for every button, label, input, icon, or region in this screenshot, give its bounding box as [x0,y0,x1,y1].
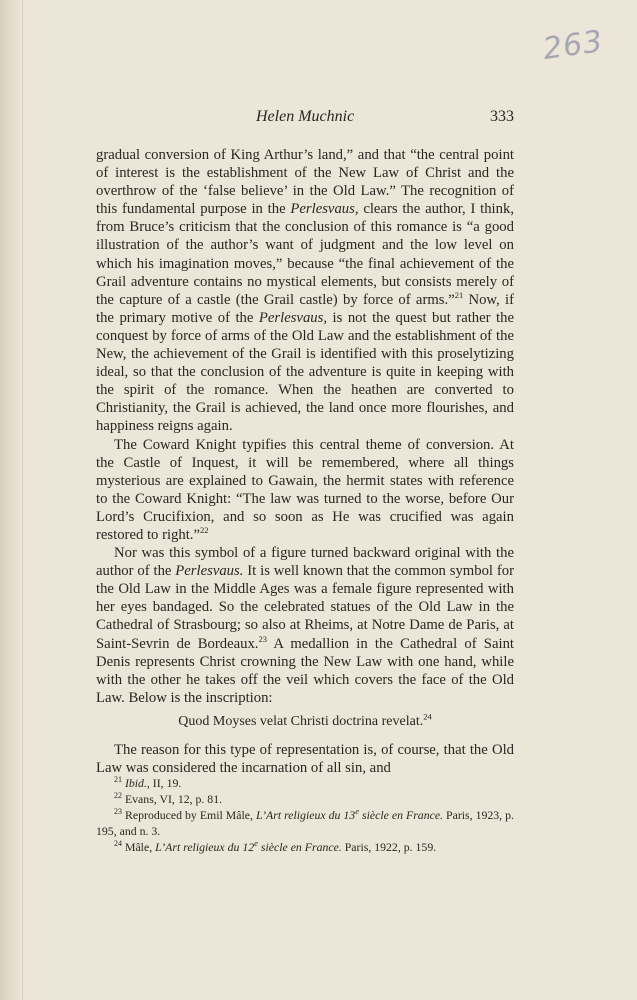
footnote-21 [96,775,514,791]
footnote-note-ref: e [254,838,258,849]
paragraph-italic-text: Perlesvaus, [290,201,359,218]
footnote-text: Mâle, [124,840,156,854]
footnote-note-ref: e [355,806,359,817]
paragraph-text: It is well known that the common symbol for the Old Law in the Middle Ages was a female figure represented with her eyes bandaged. So the celebrated statues of the Old Law in the Cathedral of Strasbourg; so also at Rheims, at Notre Dame de Paris, at Saint-Sevrin de Bordeaux. [96,563,514,652]
paragraph-text: A medallion in the Cathedral of Saint Denis represents Christ crowning the New Law with one hand, while with the other he takes off the veil which covers the face of the Old Law. Below is the inscription: [96,635,514,706]
footnote-text: Reproduced by Emil Mâle, [125,808,256,822]
footnote-number: 24 [114,839,122,849]
paragraph-3 [96,544,514,707]
footnotes [96,775,514,855]
closing-paragraph: The reason for this type of representation is, of course, that the Old Law was considered the incarnation of all sin, and [96,742,514,777]
paragraph-text: gradual conversion of King Arthur’s land,” and that “the central point of interest is the establishment of the New Law of Christ and the overthrow of the ‘false believe’ in the Old Law.” The recognition of this fundamental purpose in the [96,147,514,218]
paragraph-text: clears the author, I think, from Bruce’s criticism that the conclusion of this romance is “a good illustration of the author’s want of judgment and the low level on which his imagination moves,” because “the final achievement of the Grail adventure contains no mystical elements, but consists merely of the capture of a castle (the Grail castle) by force of arms.” [96,201,514,308]
paragraph-note-ref: 22 [200,525,209,536]
running-head: Helen Muchnic [256,108,355,125]
paragraph-text: The Coward Knight typifies this central theme of conversion. At the Castle of Inquest, it will be remembered, where all things mysterious are explained to Gawain, the hermit states with reference to the Coward Knight: “The law was turned to the worse, before Our Lord’s Crucifixion, and so soon as He was crucified was again restored to right.” [96,436,514,543]
quote-note-ref: 24 [423,711,432,722]
footnote-italic-text: L’Art religieux du 13 [255,808,356,822]
footnote-number: 22 [114,791,122,801]
footnote-italic-text: Ibid., [124,776,150,790]
body-text [96,146,514,777]
footnote-23 [96,807,514,839]
paragraphs [96,146,514,707]
page-number: 333 [490,108,514,125]
pencil-page-annotation: 263 [540,23,606,68]
paragraph-2 [96,436,514,545]
footnote-italic-text: L’Art religieux du 12 [155,840,255,854]
footnote-text: Evans, VI, 12, p. 81. [124,792,223,806]
footnote-number: 21 [114,775,122,785]
footnote-text: Paris, 1922, p. 159. [341,840,437,854]
paragraph-1 [96,146,514,436]
page-header [96,108,514,130]
paragraph-text: Nor was this symbol of a figure turned backward original with the author of the [96,545,514,580]
paragraph-text: Now, if the primary motive of the [96,291,515,326]
paragraph-italic-text: Perlesvaus. [175,563,244,580]
paragraph-text: is not the quest but rather the conquest by force of arms of the Old Law and the establishment of the New, the achievement of the Grail is identified with this proselytizing ideal, so that the conclusion of the adventure is quite in keeping with the spirit of the romance. When the heathen are converted to Christianity, the Grail is achieved, the land once more flourishes, and happiness reigns again. [96,309,514,435]
paragraph-note-ref: 21 [454,289,464,300]
page-binding-edge [0,0,23,1000]
footnote-number: 23 [114,807,122,817]
footnote-italic-text: siècle en France. [359,808,444,822]
footnote-italic-text: siècle en France. [257,840,342,854]
footnote-24 [96,839,514,855]
paragraph-italic-text: Perlesvaus, [258,309,328,326]
paragraph-note-ref: 23 [258,633,267,644]
footnote-text: II, 19. [149,776,182,790]
footnote-text: Paris, 1923, p. 195, and n. 3. [96,808,514,838]
inscription-quote [96,713,514,731]
footnote-22 [96,791,514,807]
quote-text: Quod Moyses velat Christi doctrina revelat. [178,713,424,729]
